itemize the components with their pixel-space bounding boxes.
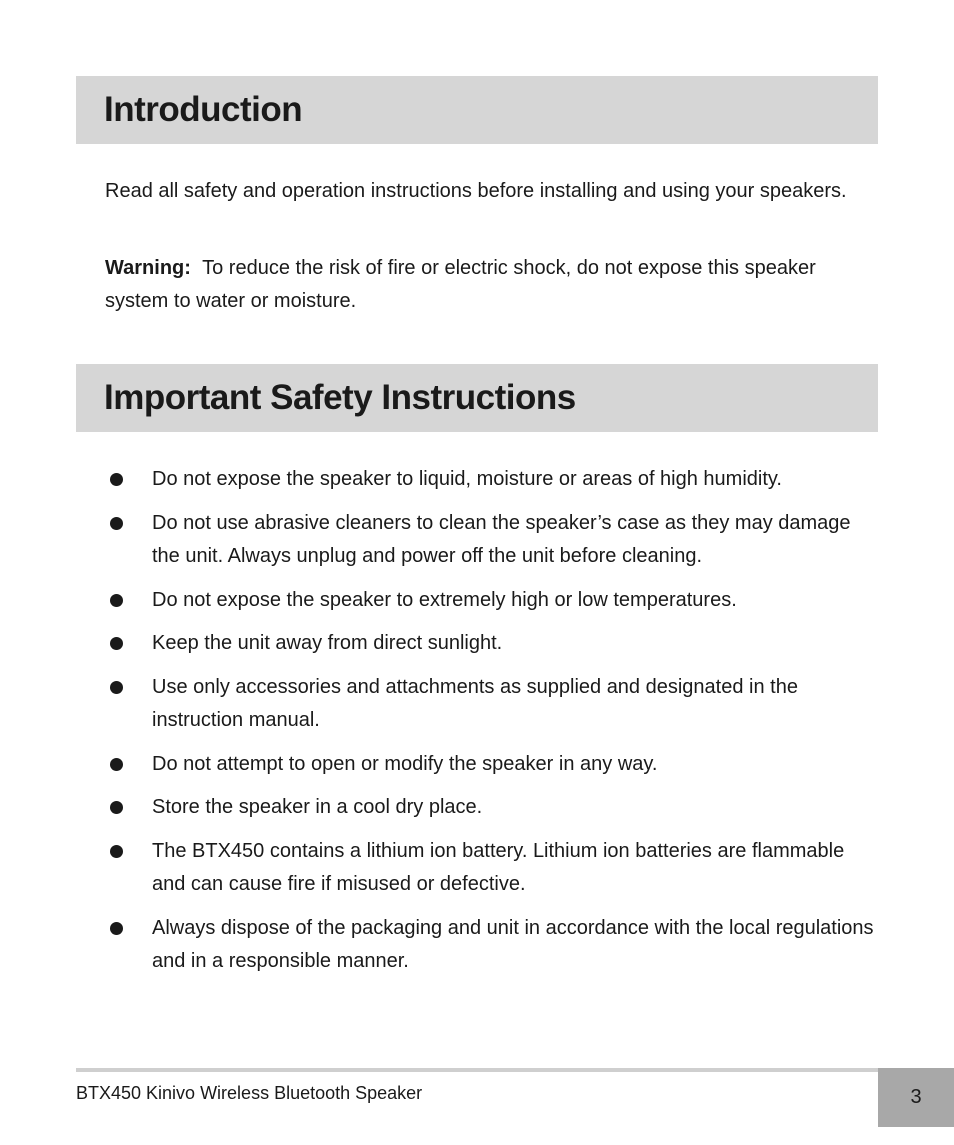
list-item — [105, 748, 880, 782]
footer-divider — [76, 1068, 878, 1072]
bullet-icon — [110, 758, 123, 771]
bullet-icon — [110, 922, 123, 935]
bullet-icon — [110, 473, 123, 486]
bullet-icon — [110, 594, 123, 607]
list-item-text: Always dispose of the packaging and unit in accordance with the local regulations and in a responsible manner. — [152, 916, 874, 972]
list-item-text: Do not use abrasive cleaners to clean the speaker’s case as they may damage the unit. Always unplug and power off the unit before cleaning. — [152, 511, 851, 567]
list-item-text: Keep the unit away from direct sunlight. — [152, 632, 503, 654]
warning-paragraph — [105, 252, 878, 318]
safety-header-bar — [76, 364, 878, 432]
list-item-text: Use only accessories and attachments as supplied and designated in the instruction manual. — [152, 675, 798, 731]
bullet-icon — [110, 517, 123, 530]
safety-instructions-list — [105, 463, 880, 989]
bullet-icon — [110, 845, 123, 858]
list-item — [105, 671, 880, 738]
introduction-heading: Introduction — [104, 90, 303, 129]
warning-label: Warning: — [105, 257, 191, 279]
introduction-paragraph: Read all safety and operation instructions before installing and using your speakers. — [105, 180, 847, 202]
list-item-text: Do not attempt to open or modify the speaker in any way. — [152, 752, 658, 775]
bullet-icon — [110, 681, 123, 694]
footer-product-name: BTX450 Kinivo Wireless Bluetooth Speaker — [76, 1083, 423, 1103]
list-item — [105, 835, 880, 902]
list-item-text: Store the speaker in a cool dry place. — [152, 796, 483, 818]
list-item — [105, 627, 880, 661]
list-item-text: The BTX450 contains a lithium ion battery. Lithium ion batteries are flammable and can cause fire if misused or defective. — [152, 839, 845, 895]
bullet-icon — [110, 637, 123, 650]
list-item — [105, 463, 880, 497]
page-number: 3 — [878, 1068, 954, 1127]
list-item — [105, 584, 880, 618]
list-item — [105, 791, 880, 825]
list-item-text: Do not expose the speaker to extremely high or low temperatures. — [152, 588, 737, 611]
warning-text: To reduce the risk of fire or electric shock, do not expose this speaker system to water or moisture. — [105, 257, 816, 312]
list-item — [105, 507, 880, 574]
list-item-text: Do not expose the speaker to liquid, moisture or areas of high humidity. — [152, 468, 782, 490]
bullet-icon — [110, 801, 123, 814]
introduction-header-bar — [76, 76, 878, 144]
safety-heading: Important Safety Instructions — [104, 378, 576, 417]
list-item — [105, 912, 880, 979]
